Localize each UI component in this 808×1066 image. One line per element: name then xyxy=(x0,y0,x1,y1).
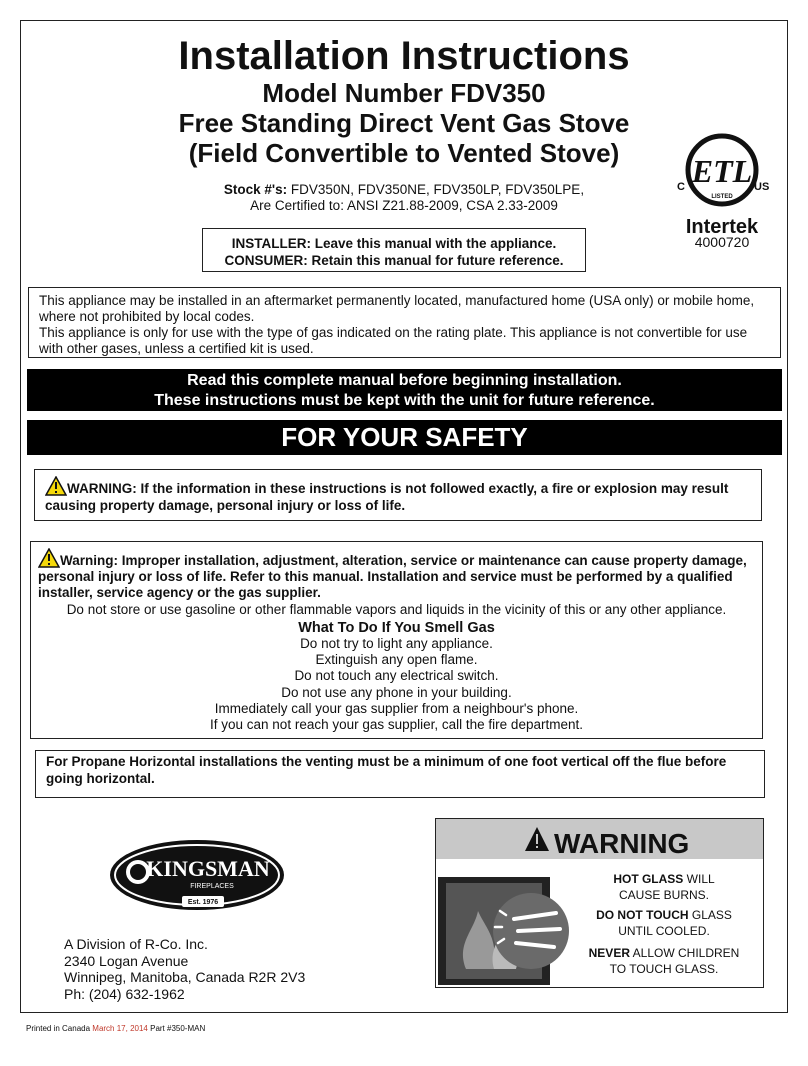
part-number: Part #350-MAN xyxy=(150,1024,206,1033)
warning2-label: Warning: xyxy=(60,553,118,568)
company-address xyxy=(64,936,305,1002)
etl-us: US xyxy=(754,181,770,193)
smell-gas-heading: What To Do If You Smell Gas xyxy=(298,619,495,636)
fire-warning xyxy=(34,469,762,521)
certification-standards: Are Certified to: ANSI Z21.88-2009, CSA 2.33-2009 xyxy=(250,198,558,213)
safety-heading: FOR YOUR SAFETY xyxy=(27,420,782,455)
installation-warning xyxy=(30,541,763,739)
hot-glass-l2: CAUSE BURNS. xyxy=(618,888,710,902)
installer-text: Leave this manual with the appliance. xyxy=(314,236,557,251)
print-info xyxy=(26,1024,205,1033)
installation-info xyxy=(28,287,781,358)
smell-gas-step: Do not try to light any appliance. xyxy=(300,636,493,652)
read-manual-banner xyxy=(27,369,782,411)
installer-label: INSTALLER: xyxy=(231,236,311,251)
hot-glass-l5b: ALLOW CHILDREN xyxy=(629,946,740,960)
warning-triangle-icon xyxy=(38,548,60,568)
printed-in: Printed in Canada xyxy=(26,1024,91,1033)
info-line-2: This appliance is only for use with the type of gas indicated on the rating plate. This appliance is not convertible for use with other gases, unless a certified kit is used. xyxy=(39,325,748,356)
page-title: Installation Instructions xyxy=(178,34,630,78)
svg-text:NEVER ALLOW CHILDREN xyxy=(589,946,740,960)
hot-glass-graphic xyxy=(436,819,763,987)
warning-text: If the information in these instructions is not followed exactly, a fire or explosion may result causing property damage, personal injury or loss of life. xyxy=(45,481,729,513)
logo-tagline: FIREPLACES xyxy=(190,883,234,890)
logo-est: Est. 1976 xyxy=(187,899,219,906)
model-number: Model Number FDV350 xyxy=(262,78,546,108)
etl-listed: LISTED xyxy=(711,194,733,200)
hot-glass-l1b: WILL xyxy=(683,872,715,886)
stock-label: Stock #'s: xyxy=(223,182,288,197)
address-line: Winnipeg, Manitoba, Canada R2R 2V3 xyxy=(64,969,306,985)
smell-gas-step: Immediately call your gas supplier from a neighbour's phone. xyxy=(214,700,579,716)
logo-name: KINGSMAN xyxy=(146,856,270,881)
hot-glass-l5a: NEVER xyxy=(588,946,630,960)
print-date: March 17, 2014 xyxy=(92,1024,148,1033)
hot-glass-heading: WARNING xyxy=(554,828,690,859)
banner-line-2: These instructions must be kept with the unit for future reference. xyxy=(154,392,655,409)
certification-number: 4000720 xyxy=(694,234,750,250)
smell-gas-step: Do not use any phone in your building. xyxy=(281,684,512,700)
storage-warning: Do not store or use gasoline or other flammable vapors and liquids in the vicinity of this or any other appliance. xyxy=(66,601,727,617)
product-subtitle: Free Standing Direct Vent Gas Stove xyxy=(178,108,630,138)
smell-gas-step: If you can not reach your gas supplier, call the fire department. xyxy=(210,717,583,733)
smell-gas-step: Do not touch any electrical switch. xyxy=(294,668,499,684)
phone-number: Ph: (204) 632-1962 xyxy=(64,985,185,1002)
warning-label: WARNING: xyxy=(67,481,137,496)
hot-glass-l6: TO TOUCH GLASS. xyxy=(609,962,719,976)
address-line: 2340 Logan Avenue xyxy=(64,952,189,969)
warning-triangle-icon xyxy=(45,476,67,496)
svg-text:DO NOT TOUCH GLASS xyxy=(596,908,732,922)
svg-text:HOT GLASS WILL xyxy=(613,872,715,886)
smell-gas-step: Extinguish any open flame. xyxy=(315,652,478,668)
propane-note: For Propane Horizontal installations the venting must be a minimum of one foot vertical off the flue before going horizontal. xyxy=(35,750,765,798)
consumer-label: CONSUMER: xyxy=(224,253,308,268)
warning2-text: Improper installation, adjustment, alteration, service or maintenance can cause property damage, personal injury or loss of life. Refer to this manual. Installation and service must be performed by a qualified installer, service agency or the gas supplier. xyxy=(38,553,747,601)
hot-glass-l4: UNTIL COOLED. xyxy=(618,924,710,938)
banner-line-1: Read this complete manual before beginning installation. xyxy=(187,372,622,389)
consumer-text: Retain this manual for future reference. xyxy=(311,253,564,268)
installer-notice xyxy=(202,228,586,272)
hot-glass-l3a: DO NOT TOUCH xyxy=(596,908,689,922)
product-subtitle-2: (Field Convertible to Vented Stove) xyxy=(188,138,620,168)
info-line-1: This appliance may be installed in an aftermarket permanently located, manufactured home (USA only) or mobile home, where not prohibited by local codes. xyxy=(39,293,755,324)
kingsman-logo xyxy=(108,838,286,912)
etl-letters: ETL xyxy=(691,153,753,189)
hot-glass-warning xyxy=(435,818,764,988)
hot-glass-l1a: HOT GLASS xyxy=(613,872,684,886)
address-line: A Division of R-Co. Inc. xyxy=(64,936,208,952)
etl-c: C xyxy=(677,181,685,193)
intertek-brand: Intertek xyxy=(685,216,759,238)
stock-values: FDV350N, FDV350NE, FDV350LP, FDV350LPE, xyxy=(290,182,585,197)
hot-glass-l3b: GLASS xyxy=(688,908,732,922)
